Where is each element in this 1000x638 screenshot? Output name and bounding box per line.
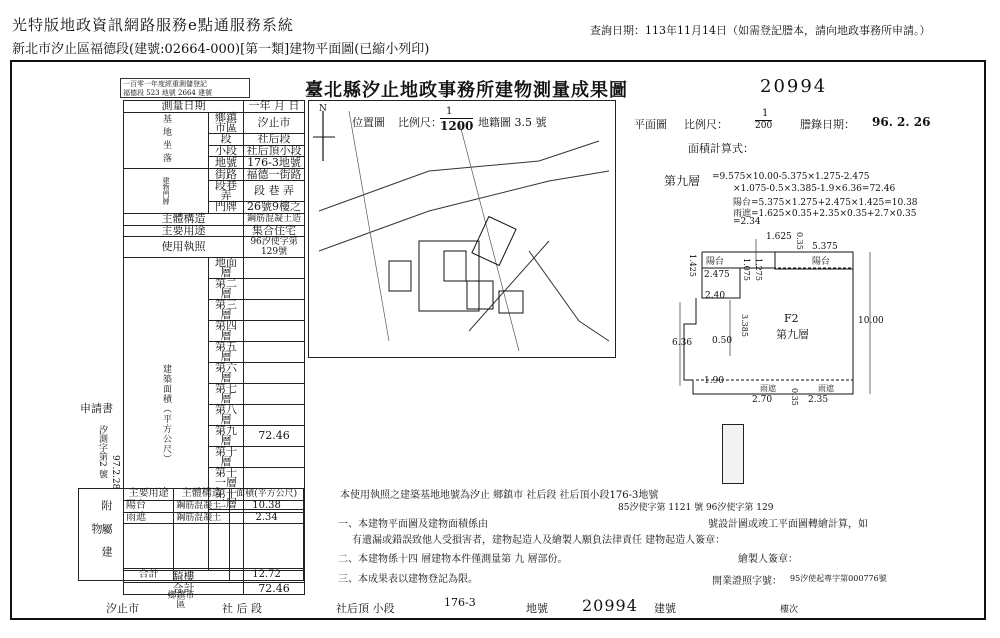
street-value: 福德一街路 [244, 169, 305, 181]
calc-line-4: 雨遮=1.625×0.35+2.35×0.35+2.7×0.35 [733, 209, 917, 219]
permit-label: 使用執照 [124, 237, 244, 258]
attached-header-structure: 主體構造 [174, 489, 230, 501]
structure-label: 主體構造 [124, 213, 244, 225]
dim-235: 2.35 [808, 395, 829, 405]
dim-636: 6.36 [672, 338, 693, 348]
location-sheet: 地籍圖 3.5 號 [478, 116, 547, 129]
floor-area [244, 468, 305, 489]
attached-side-label: 附屬建物 [79, 489, 124, 581]
location-scale-den: 1200 [440, 119, 474, 133]
applicant-date: 97.2.28 [110, 455, 120, 490]
floor-plan-scale-num: 1 [762, 108, 769, 119]
dim-1625: 1.625 [766, 232, 792, 242]
floor-label: 第九層 [776, 328, 809, 341]
footer-section: 社 后 段 [222, 602, 262, 615]
query-info: 查詢日期：113年11月14日（如需登記謄本，請向地政事務所申請。） [590, 24, 931, 37]
canopy-left: 雨遮 [760, 384, 776, 393]
dim-1425: 1.425 [688, 254, 697, 277]
floor-area-label: 建築面積（平方公尺） [124, 258, 209, 571]
attached-area: 2.34 [230, 512, 304, 524]
attached-use: 陽台 [124, 500, 174, 512]
number-label: 門牌 [209, 201, 244, 213]
floor-name: 第七層 [209, 384, 244, 405]
balcony-top: 陽台 [812, 257, 831, 267]
dim-1075: 1.075 [742, 258, 751, 281]
document-title: 臺北縣汐止地政事務所建物測量成果圖 [305, 80, 628, 101]
room-label: F2 [784, 312, 799, 325]
floor-name: 第十一層 [209, 468, 244, 489]
floor-name: 地面層 [209, 258, 244, 279]
dim-270: 2.70 [752, 395, 773, 405]
floor-area [244, 363, 305, 384]
cert-label: 開業證照字號： [712, 576, 782, 587]
door-label: 建物門牌 [124, 169, 209, 214]
note-1b: 號設計圖或竣工平面圖轉繪計算，如 [708, 519, 868, 530]
base-label: 基地坐落 [124, 112, 209, 168]
number-value: 26號9樓之 [244, 201, 305, 213]
floor-name: 第十層 [209, 447, 244, 468]
section-value: 社后段 [244, 133, 305, 145]
lot-value: 176-3地號 [244, 157, 305, 169]
floor-name: 第九層 [209, 426, 244, 447]
note-permit-info: 85汐使字第 1121 號 96汐使字第 129 [618, 503, 774, 513]
street-label: 街路 [209, 169, 244, 181]
footer-lot-label: 地號 [526, 602, 548, 615]
dim-3385: 3.385 [740, 314, 749, 337]
floor-name: 第六層 [209, 363, 244, 384]
attached-structure: 鋼筋混凝土 [174, 512, 230, 524]
floor-area [244, 300, 305, 321]
footer-building-number: 20994 [582, 596, 638, 615]
use-value: 集合住宅 [244, 225, 305, 237]
location-scale-num: 1 [446, 106, 453, 117]
calc-line-3: 陽台=5.375×1.275+2.475×1.425=10.38 [733, 198, 918, 208]
floor-area [244, 321, 305, 342]
floor-area [244, 279, 305, 300]
lane-label: 段巷弄 [209, 180, 244, 201]
use-label: 主要用途 [124, 225, 244, 237]
footer-building-label: 建號 [654, 602, 676, 615]
document-number: 20994 [760, 76, 828, 97]
calc-line-1: =9.575×10.00-5.375×1.275-2.475 [712, 172, 870, 182]
dim-035-b: 0.35 [790, 388, 799, 406]
footer-page: 樓次 [780, 605, 799, 615]
drawer-label: 繪製人簽章： [738, 554, 798, 565]
applicant-note: 汐測字第2 號 [97, 425, 107, 479]
registration-stamp [120, 78, 250, 98]
floor-name: 第三層 [209, 300, 244, 321]
survey-date-label: 測量日期 [124, 101, 244, 113]
applicant-label: 申請書 [80, 402, 113, 415]
cert-value: 95汐使起專字第000776號 [790, 574, 887, 583]
dim-1000: 10.00 [858, 316, 884, 326]
lane-value: 段 巷 弄 [244, 180, 305, 201]
attached-total-label: 合計 [124, 569, 174, 581]
dim-1275: 1.275 [754, 258, 763, 281]
canopy-right: 雨遮 [818, 384, 834, 393]
seal-mark [722, 424, 744, 484]
dim-2475: 2.475 [704, 270, 730, 280]
floor-plan-scale-den: 200 [755, 121, 773, 131]
township-label: 鄉鎮市區 [209, 112, 244, 133]
note-3: 三、本成果表以建物登記為限。 [338, 574, 478, 585]
floor-plan-date-value: 96. 2. 26 [872, 115, 931, 129]
location-map-box [308, 100, 616, 358]
attached-building-table [78, 488, 304, 581]
permit-value: 96汐使字第129號 [244, 237, 305, 258]
floor-name: 第二層 [209, 279, 244, 300]
lot-label: 地號 [209, 157, 244, 169]
location-map-label: 位置圖 [352, 116, 385, 129]
dim-240: 2.40 [705, 291, 726, 301]
note-2: 二、本建物係十四 層建物本件僅測量第 九 層部份。 [338, 554, 568, 565]
floor-name: 第十二層 [209, 489, 244, 510]
dim-5375: 5.375 [812, 242, 838, 252]
footer-lot: 176-3 [444, 596, 476, 609]
area-calc-label: 面積計算式： [688, 142, 754, 155]
dim-035: 0.35 [795, 232, 804, 250]
attached-total-value: 12.72 [230, 569, 304, 581]
calc-line-2: ×1.075-0.5×3.385-1.9×6.36=72.46 [733, 184, 896, 194]
floor-name: 第五層 [209, 342, 244, 363]
subsection-value: 社后頂小段 [244, 145, 305, 157]
footer-township-label: 鄉鎮市區 [167, 591, 195, 610]
dim-190: 1.90 [704, 376, 725, 386]
stamp-line-1: 一百零一年度經重測儲登記 [123, 80, 207, 88]
note-base-line: 本使用執照之建築基地地號為汐止 鄉鎮市 社后段 社后頂小段176-3地號 [340, 490, 659, 501]
floor-area [244, 342, 305, 363]
note-1c: 有遺漏或錯誤致他人受損害者，建物起造人及繪製人願負法律責任 建物起造人簽章： [352, 535, 726, 546]
floor-name: 第八層 [209, 405, 244, 426]
balcony-left: 陽台 [706, 257, 725, 267]
note-1a: 一、本建物平面圖及建物面積係由 [338, 519, 488, 530]
calc-line-5: =2.34 [733, 217, 761, 227]
floor-area [244, 258, 305, 279]
floor-plan-date-label: 謄錄日期： [800, 118, 855, 131]
stamp-line-2: 福德段 523 地號 2664 建號 [123, 89, 213, 97]
footer-subsection: 社后頂 小段 [336, 602, 395, 615]
attached-use: 雨遮 [124, 512, 174, 524]
footer-city: 汐止市 [106, 602, 139, 615]
section-label: 段 [209, 133, 244, 145]
floor-plan-scale-label: 比例尺： [684, 118, 728, 131]
attached-header-area: 面積(平方公尺) [230, 489, 304, 501]
north-arrow: N [319, 104, 327, 114]
balcony-label: 騎樓 [124, 571, 244, 583]
attached-header-use: 主要用途 [124, 489, 174, 501]
floor-plan-drawing [670, 236, 890, 408]
calc-floor: 第九層 [664, 174, 701, 188]
floor-area [244, 384, 305, 405]
subsection-label: 小段 [209, 145, 244, 157]
location-scale-label: 比例尺： [398, 116, 442, 129]
attached-area: 10.38 [230, 500, 304, 512]
structure-value: 鋼筋混凝土造 [244, 213, 305, 225]
location-map-drawing [309, 101, 615, 357]
dim-050: 0.50 [712, 336, 733, 346]
document-subtitle: 新北市汐止區福德段(建號:02664-000)[第一類]建物平面圖(已縮小列印) [12, 42, 430, 57]
floor-name: 第四層 [209, 321, 244, 342]
floor-area: 72.46 [244, 426, 305, 447]
attached-structure: 鋼筋混凝土 [174, 500, 230, 512]
floor-plan-label: 平面圖 [634, 118, 667, 131]
total-value: 72.46 [244, 583, 305, 595]
system-title: 光特版地政資訊網路服務e點通服務系統 [12, 16, 294, 34]
survey-date-value: 一年 月 日 [244, 101, 305, 113]
floor-area [244, 447, 305, 468]
floor-area [244, 405, 305, 426]
total-label: 合計 [124, 583, 244, 595]
township-value: 汐止市 [244, 112, 305, 133]
